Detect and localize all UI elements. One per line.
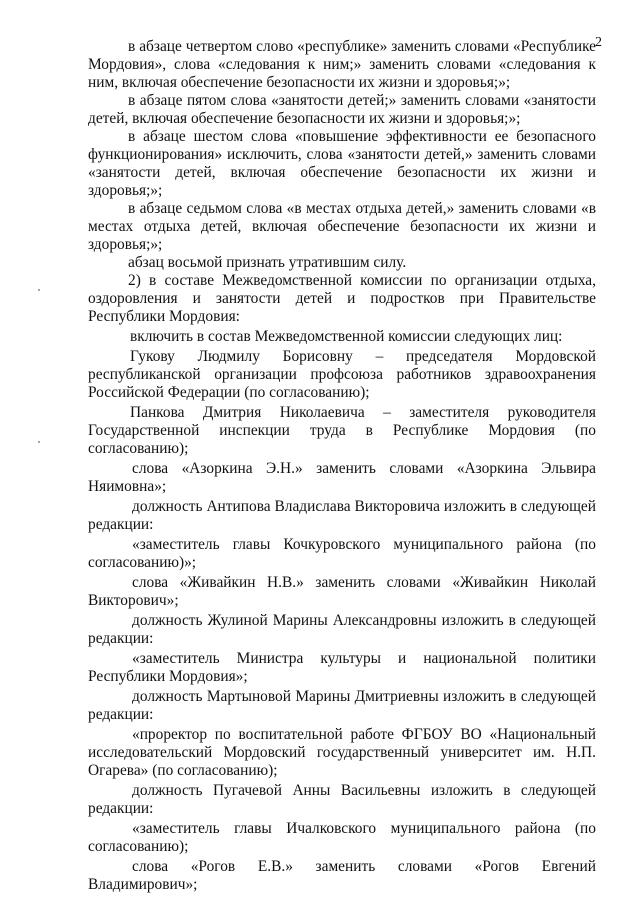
paragraph: в абзаце седьмом слова «в местах отдыха детей,» заменить словами «в местах отдыха детей, включая обеспечение безопасности их жизни и здоровья;»; bbox=[88, 200, 596, 253]
paragraph: слова «Азоркина Э.Н.» заменить словами «Азоркина Эльвира Няимовна»; bbox=[88, 460, 596, 495]
paragraph: Гукову Людмилу Борисовну – председателя Мордовской республиканской организации профсоюза работников здравоохранения Российской Федерации (по согласованию); bbox=[88, 348, 596, 401]
document-body bbox=[88, 38, 596, 894]
scan-mark bbox=[38, 289, 40, 291]
paragraph: должность Пугачевой Анны Васильевны изложить в следующей редакции: bbox=[88, 782, 596, 817]
paragraph: должность Антипова Владислава Викторовича изложить в следующей редакции: bbox=[88, 498, 596, 533]
paragraph: в абзаце четвертом слово «республике» заменить словами «Республике Мордовия», слова «следования к ним;» заменить словами «следования к ним, включая обеспечение безопасности их жизни и здоровья;»; bbox=[88, 38, 596, 91]
paragraph: в абзаце пятом слова «занятости детей;» заменить словами «занятости детей, включая обеспечение безопасности их жизни и здоровья;»; bbox=[88, 92, 596, 127]
paragraph: 2) в составе Межведомственной комиссии по организации отдыха, оздоровления и занятости детей и подростков при Правительстве Республики Мордовия: bbox=[88, 272, 596, 325]
paragraph: «заместитель Министра культуры и национальной политики Республики Мордовия»; bbox=[88, 650, 596, 685]
paragraph: в абзаце шестом слова «повышение эффективности ее безопасного функционирования» исключить, слова «занятости детей,» заменить словами «занятости детей, включая обеспечение безопасности их жизни и здоровья;»; bbox=[88, 128, 596, 199]
paragraph: слова «Рогов Е.В.» заменить словами «Рогов Евгений Владимирович»; bbox=[88, 858, 596, 893]
paragraph: «заместитель главы Ичалковского муниципального района (по согласованию); bbox=[88, 820, 596, 855]
page-number: 2 bbox=[595, 35, 602, 50]
paragraph: должность Мартыновой Марины Дмитриевны изложить в следующей редакции: bbox=[88, 688, 596, 723]
paragraph: включить в состав Межведомственной комиссии следующих лиц: bbox=[130, 328, 563, 345]
paragraph: абзац восьмой признать утратившим силу. bbox=[128, 254, 407, 271]
paragraph: Панкова Дмитрия Николаевича – заместителя руководителя Государственной инспекции труда в Республике Мордовия (по согласованию); bbox=[88, 404, 596, 457]
scan-mark bbox=[38, 441, 40, 443]
paragraph: слова «Живайкин Н.В.» заменить словами «Живайкин Николай Викторович»; bbox=[88, 574, 596, 609]
paragraph: «проректор по воспитательной работе ФГБОУ ВО «Национальный исследовательский Мордовский государственный университет им. Н.П. Огарева» (по согласованию); bbox=[88, 726, 596, 779]
paragraph: «заместитель главы Кочкуровского муниципального района (по согласованию)»; bbox=[88, 536, 596, 571]
paragraph: должность Жулиной Марины Александровны изложить в следующей редакции: bbox=[88, 612, 596, 647]
